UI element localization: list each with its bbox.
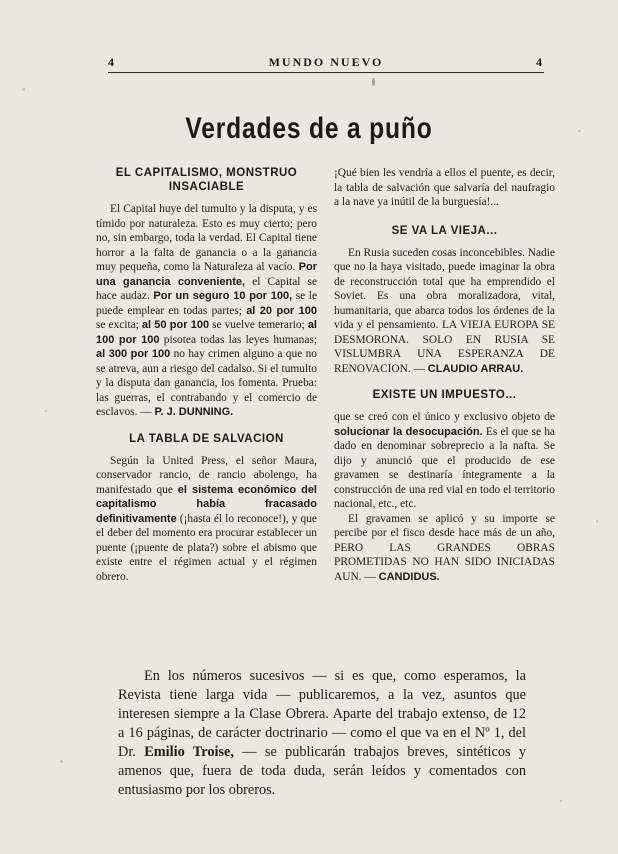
bold-run: Por una ganancia conveniente, <box>96 261 317 288</box>
bold-run: Por un seguro 10 por 100, <box>153 290 293 302</box>
text-run: Según la United Press, el señor Maura, conservador rancio, de rancio abolengo, ha manifestado que <box>96 454 317 496</box>
text-run: En Rusia suceden cosas inconcebibles. Nadie que no la haya visitado, puede imaginar la obra de reconstrucción total que ha emprendido el Soviet. Es una obra moralizadora, vital, humanitaria, que abarca todos los órdenes de la vida y el pensamiento. LA VIEJA EUROPA SE DESMORONA. SOLO EN RUSIA SE VISLUMBRA UNA ESPERANZA DE RENOVACION. — <box>334 246 555 375</box>
text-run: se le puede emplear en todas partes; <box>96 290 317 317</box>
text-run: El gravamen se aplicó y su importe se percibe por el fisco desde hace más de un año, PERO LAS GRANDES OBRAS PROMETIDAS NO HAN SIDO INICIADAS AUN. — <box>334 512 555 583</box>
section-title-capitalismo: EL CAPITALISMO, MONSTRUO INSACIABLE <box>115 167 298 193</box>
text-run: se excita; <box>96 319 139 331</box>
text-run: pisotea todas las leyes humanas; <box>163 333 317 346</box>
text-run: se vuelve temerario; <box>212 319 305 331</box>
page-number-left: 4 <box>108 55 116 69</box>
author-signature: P. J. DUNNING. <box>154 406 234 418</box>
magazine-title: MUNDO NUEVO <box>268 55 384 69</box>
running-header <box>108 55 544 71</box>
author-signature: CLAUDIO ARRAU. <box>427 362 524 375</box>
editorial-note <box>118 667 526 800</box>
bold-run: al 300 por 100 <box>96 348 171 360</box>
section-title-vieja: SE VA LA VIEJA... <box>391 224 498 237</box>
bold-run: solucionar la desocupación. <box>334 425 483 438</box>
bold-run: Emilio Troise, <box>144 744 234 760</box>
text-run: Es el que se ha dado en denominar sobreprecio a la nafta. Se dijo y anunció que el producido de ese gravamen se destinaría íntegramente a la construcción de una red vial en todo el territorio nacional, etc., etc. <box>334 425 555 510</box>
vieja-paragraph <box>334 246 555 377</box>
section-title-impuesto: EXISTE UN IMPUESTO... <box>372 389 517 401</box>
tabla-paragraph <box>96 454 317 585</box>
text-run: el Capital se hace audaz. <box>96 275 317 302</box>
section-title-tabla: LA TABLA DE SALVACION <box>129 432 284 445</box>
editorial-paragraph <box>118 667 526 800</box>
text-run: En los números sucesivos — si es que, como esperamos, la Revista tiene larga vida — publicaremos, a la vez, asuntos que interesen siempre a la Clase Obrera. Aparte del trabajo extenso, de 12 a 16 páginas, de carácter doctrinario — como el que va en el Nº 1, del Dr. <box>118 668 526 760</box>
text-run: (¡hasta él lo reconoce!), y que el deber del momento era procurar establecer un puente (¡puente de plata?) sobre el abismo que existe entre el régimen actual y el régimen obrero. <box>96 512 317 583</box>
text-run: no hay crimen alguno a que no se atreva, aun a riesgo del cadalso. Si el tumulto y la disputa dan ganancia, los fomenta. Prueba: las guerras, el contrabando y el comercio de esclavos. — <box>96 348 317 418</box>
left-column <box>96 166 317 584</box>
bold-run: al 100 por 100 <box>96 319 317 346</box>
bold-run: al 20 por 100 <box>246 304 317 317</box>
capitalismo-paragraph <box>96 202 317 420</box>
text-run: — se publicarán trabajos breves, sintéticos y amenos que, fuera de toda duda, serán leídos y comentados con entusiasmo por los obreros. <box>118 744 526 798</box>
header-rule <box>108 72 544 73</box>
author-signature: CANDIDUS. <box>378 570 440 583</box>
tabla-continuation: ¡Qué bien les vendría a ellos el puente, es decir, la tabla de salvación que salvaría del naufragio a la nave ya inútil de la burguesía!... <box>334 167 555 208</box>
right-column <box>334 166 555 584</box>
page-number-right: 4 <box>536 55 544 69</box>
impuesto-paragraph-2 <box>334 512 555 585</box>
page-headline: Verdades de a puño <box>185 112 433 145</box>
impuesto-paragraph <box>334 410 555 512</box>
text-run: El Capital huye del tumulto y la disputa, y es tímido por naturaleza. Esto es muy cierto; pero no, sin embargo, toda la verdad. El Capital tiene horror a la falta de ganancia o a la ganancia muy pequeña, como la Naturaleza al vacío. <box>96 203 317 273</box>
bold-run: el sistema económico del capitalismo había fracasado definitivamente <box>96 483 317 525</box>
text-run: que se creó con el único y exclusivo objeto de <box>334 411 555 423</box>
bold-run: al 50 por 100 <box>141 319 210 331</box>
